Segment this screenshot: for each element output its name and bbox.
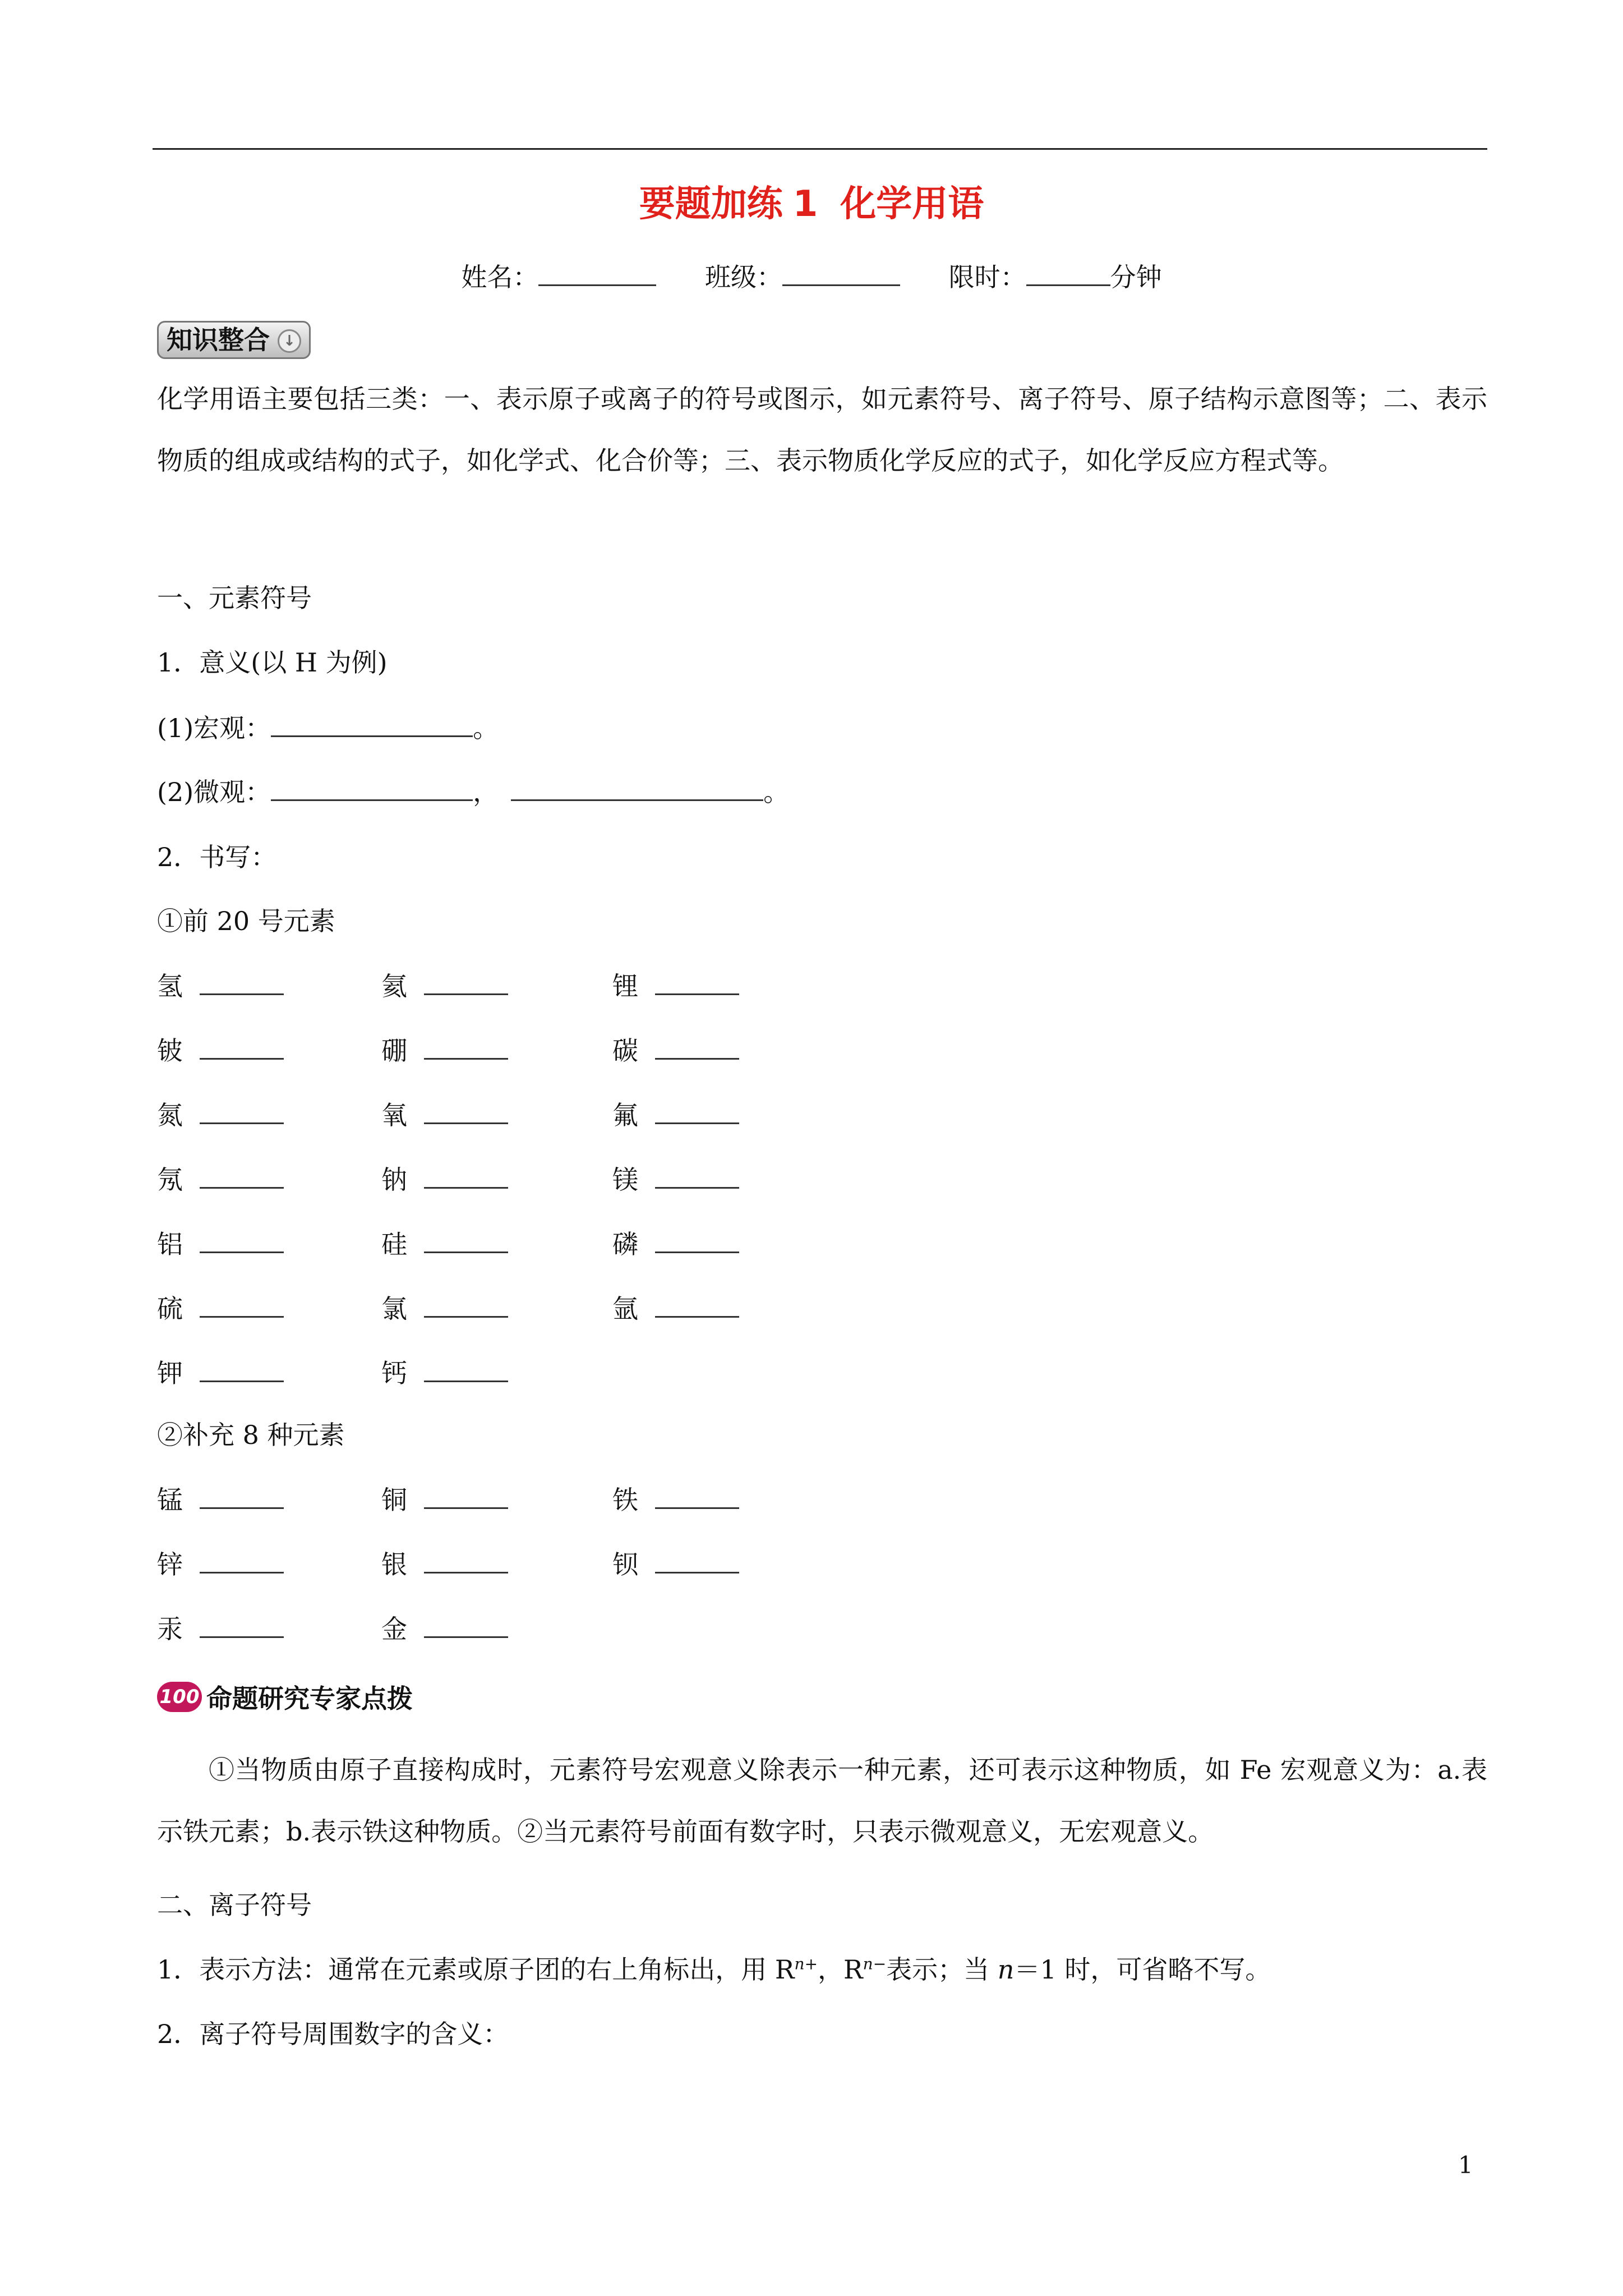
element-cell — [381, 1609, 508, 1646]
element-cell — [381, 1030, 508, 1068]
class-label: 班级： — [705, 262, 782, 292]
element-symbol-blank[interactable] — [424, 971, 508, 995]
element-cell — [612, 966, 739, 1003]
item1-text: 表示；当 — [886, 1954, 998, 1985]
element-symbol-blank[interactable] — [655, 1036, 739, 1060]
section2-heading: 二、离子符号 — [157, 1890, 312, 1920]
section1-heading: 一、元素符号 — [157, 583, 312, 613]
micro-blank-1[interactable] — [271, 777, 473, 801]
element-cell — [157, 1095, 284, 1132]
element-name: 碳 — [612, 1036, 638, 1066]
element-symbol-blank[interactable] — [424, 1549, 508, 1573]
tip-paragraph: ①当物质由原子直接构成时，元素符号宏观意义除表示一种元素，还可表示这种物质，如 Fe 宏观意义为：a.表示铁元素；b.表示铁这种物质。②当元素符号前面有数字时，只表示微观意义，无宏观意义。 — [157, 1755, 1487, 1847]
element-symbol-blank[interactable] — [200, 1165, 284, 1189]
section2-item1 — [157, 1949, 1271, 1986]
element-name: 磷 — [612, 1229, 638, 1259]
element-cell — [157, 1353, 284, 1390]
name-blank[interactable] — [538, 262, 656, 286]
item1-text: ，R — [818, 1954, 863, 1985]
down-arrow-icon: ↓ — [278, 329, 301, 353]
punct: 。 — [763, 777, 790, 807]
charge-sup: n− — [863, 1954, 887, 1973]
element-symbol-blank[interactable] — [655, 1229, 739, 1253]
student-info-line — [0, 257, 1623, 294]
element-cell — [612, 1289, 739, 1326]
element-cell — [381, 1224, 508, 1261]
punct: ， — [473, 777, 499, 807]
element-cell — [157, 1609, 284, 1646]
header-rule — [153, 148, 1487, 150]
element-symbol-blank[interactable] — [200, 1549, 284, 1573]
element-symbol-blank[interactable] — [655, 1485, 739, 1509]
section1-item1: 1．意义(以 H 为例) — [157, 647, 388, 678]
element-symbol-blank[interactable] — [424, 1100, 508, 1124]
page-title — [0, 175, 1623, 227]
class-blank[interactable] — [782, 262, 900, 286]
element-symbol-blank[interactable] — [424, 1358, 508, 1382]
element-name: 铜 — [381, 1485, 407, 1515]
element-cell — [157, 1480, 284, 1517]
element-symbol-blank[interactable] — [655, 1294, 739, 1318]
element-name: 锰 — [157, 1485, 183, 1515]
element-symbol-blank[interactable] — [200, 1485, 284, 1509]
element-cell — [157, 1544, 284, 1581]
element-name: 钡 — [612, 1549, 638, 1580]
section2-item2: 2．离子符号周围数字的含义： — [157, 2019, 509, 2049]
element-cell — [612, 1224, 739, 1261]
element-name: 硫 — [157, 1294, 183, 1324]
element-cell — [381, 1353, 508, 1390]
element-cell — [381, 966, 508, 1003]
name-label: 姓名： — [461, 262, 539, 292]
element-name: 锌 — [157, 1549, 183, 1580]
element-name: 钾 — [157, 1358, 183, 1388]
element-name: 铁 — [612, 1485, 638, 1515]
element-cell — [381, 1289, 508, 1326]
element-name: 钠 — [381, 1165, 407, 1195]
tip-heading — [157, 1678, 413, 1715]
element-cell — [612, 1480, 739, 1517]
element-name: 铝 — [157, 1229, 183, 1259]
element-name: 氦 — [381, 971, 407, 1001]
first20-heading: ①前 20 号元素 — [157, 906, 335, 936]
element-symbol-blank[interactable] — [655, 1549, 739, 1573]
element-symbol-blank[interactable] — [200, 1614, 284, 1638]
title-sub: 化学用语 — [840, 183, 984, 225]
element-symbol-blank[interactable] — [424, 1165, 508, 1189]
badge-label: 知识整合 — [167, 325, 270, 355]
micro-line — [157, 772, 789, 809]
element-name: 镁 — [612, 1165, 638, 1195]
element-cell — [157, 1289, 284, 1326]
element-symbol-blank[interactable] — [200, 971, 284, 995]
intro-paragraph: 化学用语主要包括三类：一、表示原子或离子的符号或图示，如元素符号、离子符号、原子结构示意图等；二、表示物质的组成或结构的式子，如化学式、化合价等；三、表示物质化学反应的式子，如化学反应方程式等。 — [157, 384, 1487, 476]
element-symbol-blank[interactable] — [655, 971, 739, 995]
hundred-icon: 100 — [157, 1682, 202, 1712]
element-cell — [157, 966, 284, 1003]
element-symbol-blank[interactable] — [200, 1358, 284, 1382]
element-symbol-blank[interactable] — [424, 1229, 508, 1253]
time-label: 限时： — [948, 262, 1026, 292]
title-number: 1 — [792, 183, 818, 225]
element-name: 金 — [381, 1614, 407, 1644]
element-name: 银 — [381, 1549, 407, 1580]
element-cell — [612, 1030, 739, 1068]
element-name: 硼 — [381, 1036, 407, 1066]
element-symbol-blank[interactable] — [424, 1614, 508, 1638]
element-symbol-blank[interactable] — [200, 1036, 284, 1060]
element-symbol-blank[interactable] — [424, 1294, 508, 1318]
element-name: 氢 — [157, 971, 183, 1001]
item1-text: ＝1 时，可省略不写。 — [1014, 1954, 1271, 1985]
page-number: 1 — [1458, 2151, 1473, 2179]
element-symbol-blank[interactable] — [655, 1165, 739, 1189]
time-blank[interactable] — [1026, 262, 1110, 286]
time-unit: 分钟 — [1110, 262, 1162, 292]
element-cell — [612, 1095, 739, 1132]
extra-heading: ②补充 8 种元素 — [157, 1420, 345, 1450]
element-name: 锂 — [612, 971, 638, 1001]
element-cell — [157, 1030, 284, 1068]
micro-label: (2)微观： — [157, 777, 271, 807]
knowledge-badge — [157, 321, 311, 359]
element-name: 氖 — [157, 1165, 183, 1195]
element-name: 铍 — [157, 1036, 183, 1066]
element-name: 氩 — [612, 1294, 638, 1324]
item1-text: 1．表示方法：通常在元素或原子团的右上角标出，用 R — [157, 1954, 795, 1985]
macro-blank[interactable] — [271, 713, 473, 737]
element-symbol-blank[interactable] — [200, 1100, 284, 1124]
element-cell — [157, 1224, 284, 1261]
element-cell — [157, 1159, 284, 1197]
macro-line — [157, 708, 499, 745]
micro-blank-2[interactable] — [511, 777, 763, 801]
element-name: 汞 — [157, 1614, 183, 1644]
element-cell — [381, 1159, 508, 1197]
element-name: 硅 — [381, 1229, 407, 1259]
element-cell — [381, 1480, 508, 1517]
element-cell — [612, 1544, 739, 1581]
element-name: 氯 — [381, 1294, 407, 1324]
element-symbol-blank[interactable] — [424, 1036, 508, 1060]
element-symbol-blank[interactable] — [200, 1229, 284, 1253]
element-name: 氮 — [157, 1100, 183, 1130]
element-cell — [381, 1095, 508, 1132]
title-main: 要题加练 — [639, 183, 783, 225]
macro-label: (1)宏观： — [157, 713, 271, 743]
element-cell — [612, 1159, 739, 1197]
element-cell — [381, 1544, 508, 1581]
element-symbol-blank[interactable] — [424, 1485, 508, 1509]
charge-sup: n+ — [794, 1954, 818, 1973]
n-variable: n — [997, 1954, 1015, 1985]
tip-heading-text: 命题研究专家点拨 — [206, 1683, 413, 1714]
element-name: 氧 — [381, 1100, 407, 1130]
punct: 。 — [473, 713, 499, 743]
element-name: 氟 — [612, 1100, 638, 1130]
element-symbol-blank[interactable] — [655, 1100, 739, 1124]
section1-item2: 2．书写： — [157, 842, 277, 872]
element-symbol-blank[interactable] — [200, 1294, 284, 1318]
element-name: 钙 — [381, 1358, 407, 1388]
